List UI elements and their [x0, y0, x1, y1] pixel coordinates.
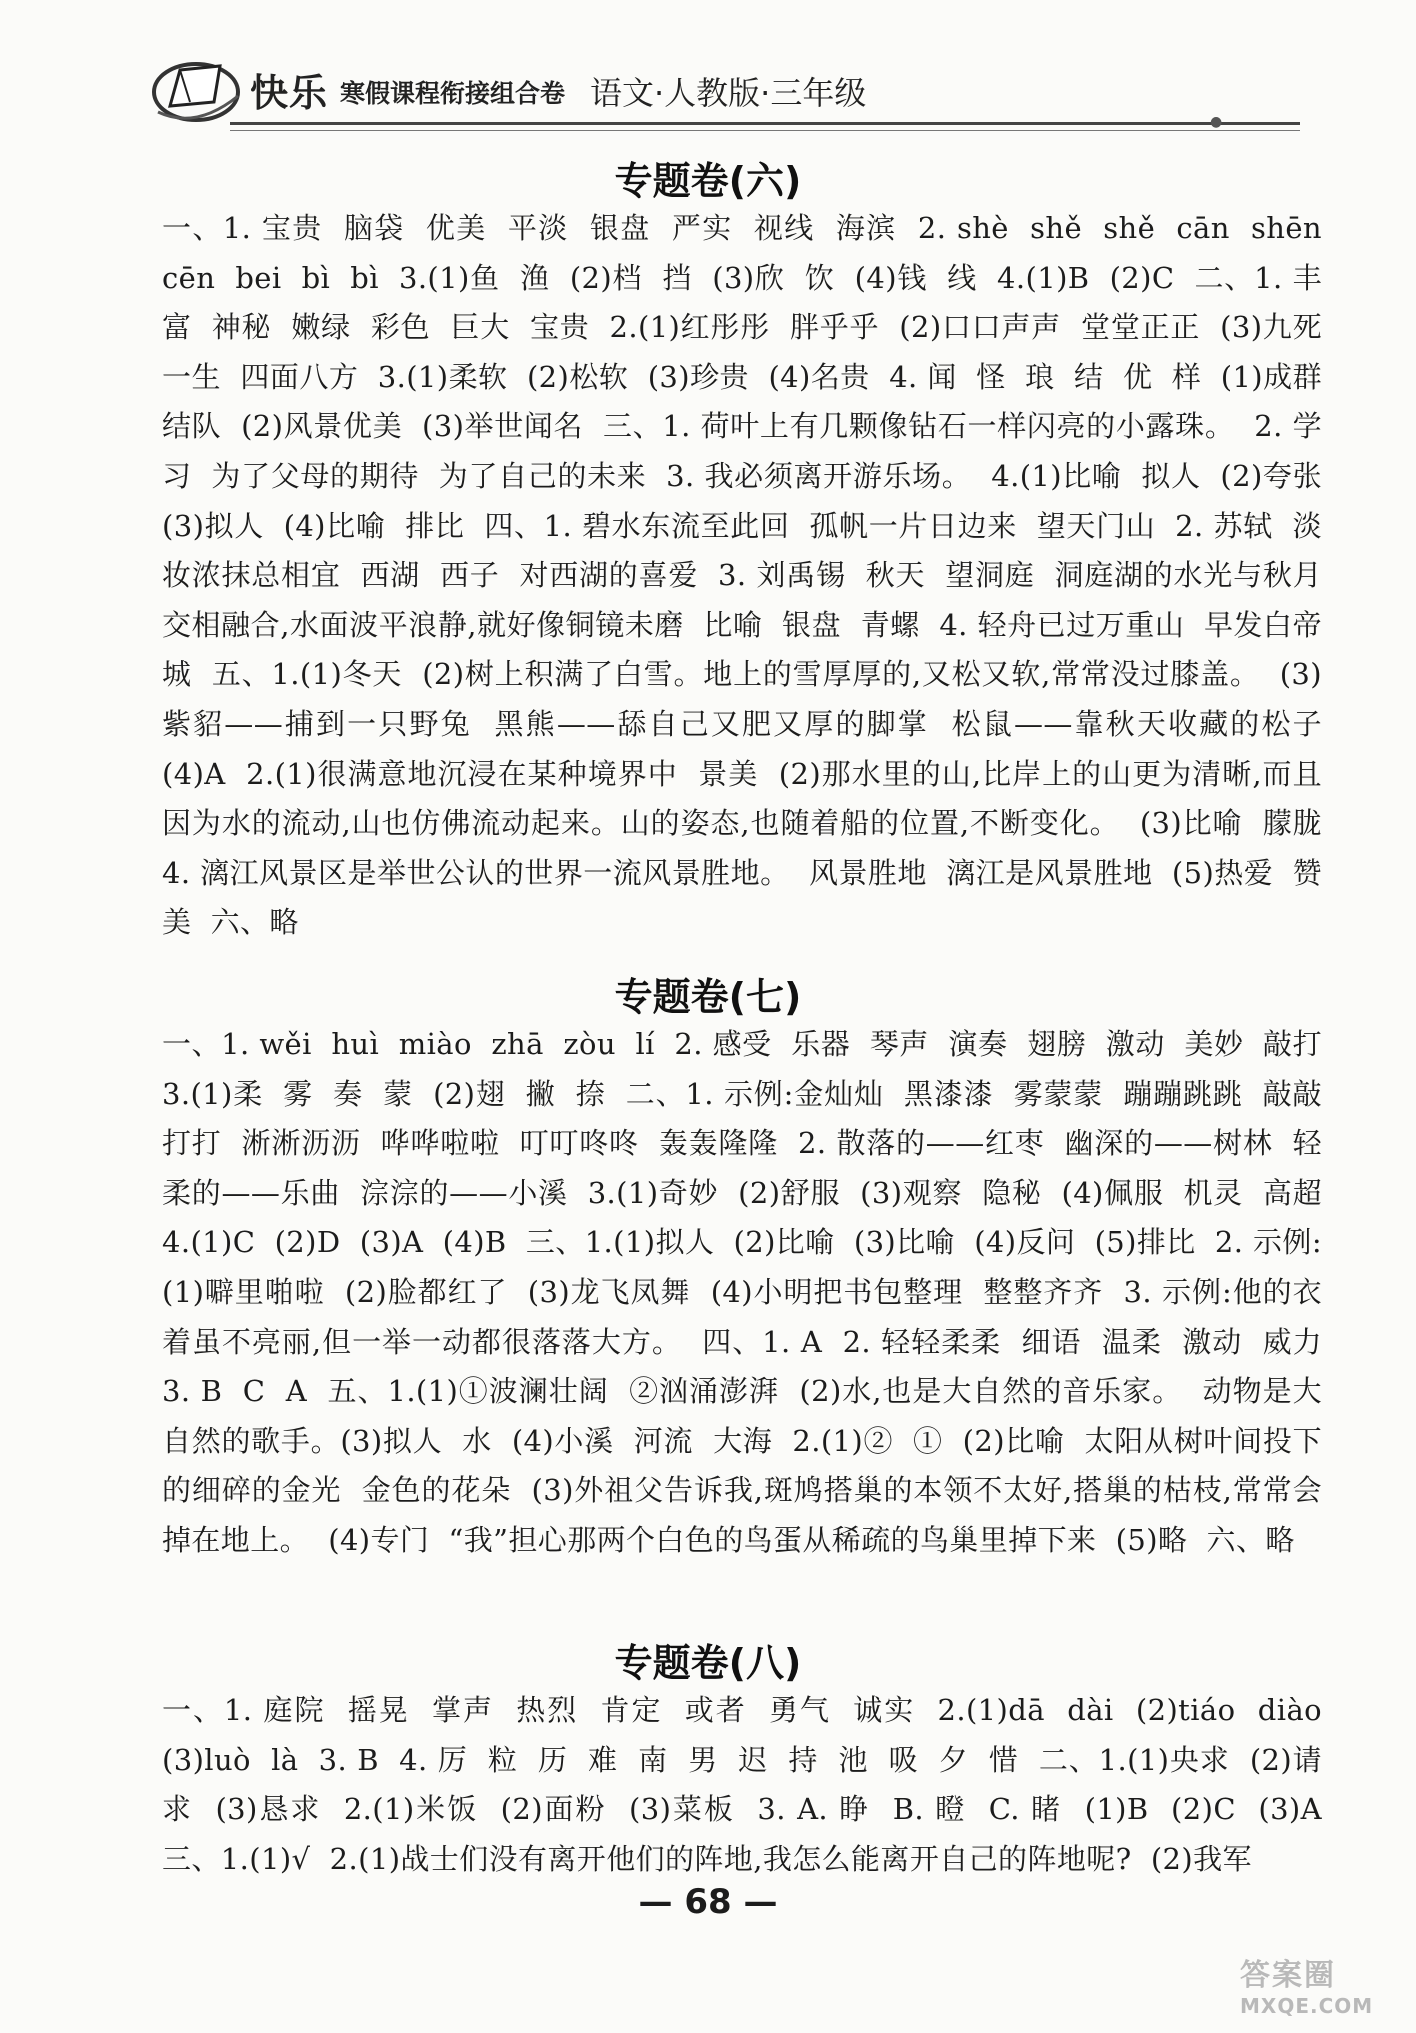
header-dots-icon: ● [1210, 114, 1223, 130]
watermark-line1: 答案圈 [1240, 1958, 1336, 1993]
book-logo-icon [150, 56, 242, 124]
page-header [150, 52, 1300, 132]
section-title-6: 专题卷(六) [614, 159, 802, 203]
section-title-8: 专题卷(八) [614, 1641, 802, 1685]
section-answers-8: 一、1. 庭院 摇晃 掌声 热烈 肯定 或者 勇气 诚实 2.(1)dā dài (2)tiáo diào (3)luò là 3. B 4. 厉 粒 历 难 南 男 迟 持 池 吸 夕 惜 二、1.(1)央求 (2)请求 (3)恳求 2.(1)米饭 (2)面粉 (3)菜板 3. A. 睁 B. 瞪 C. 睹 (1)B (2)C (3)A 三、1.(1)√ 2.(1)战士们没有离开他们的阵地,我怎么能离开自己的阵地呢? (2)我军 [162, 1693, 1342, 1876]
brand-title: 快乐 [250, 71, 329, 115]
header-rule [230, 122, 1300, 125]
page-number: — 68 — [638, 1882, 778, 1922]
subject-title: 语文·人教版·三年级 [590, 74, 867, 112]
series-title: 寒假课程衔接组合卷 [340, 79, 566, 108]
watermark-logo [1240, 1950, 1390, 2020]
header-rule-thin [230, 130, 1300, 131]
section-answers-6: 一、1. 宝贵 脑袋 优美 平淡 银盘 严实 视线 海滨 2. shè shě shě cān shēn cēn bei bì bì 3.(1)鱼 渔 (2)档 挡 (3)欣 饮 (4)钱 线 4.(1)B (2)C 二、1. 丰富 神秘 嫩绿 彩色 巨大 宝贵 2.(1)红彤彤 胖乎乎 (2)口口声声 堂堂正正 (3)九死一生 四面八方 3.(1)柔软 (2)松软 (3)珍贵 (4)名贵 4. 闻 怪 琅 结 优 样 (1)成群结队 (2)风景优美 (3)举世闻名 三、1. 荷叶上有几颗像钻石一样闪亮的小露珠。 2. 学习 为了父母的期待 为了自己的未来 3. 我必须离开游乐场。 4.(1)比喻 拟人 (2)夸张 (3)拟人 (4)比喻 排比 四、1. 碧水东流至此回 孤帆一片日边来 望天门山 2. 苏轼 淡妆浓抹总相宜 西湖 西子 对西湖的喜爱 3. 刘禹锡 秋天 望洞庭 洞庭湖的水光与秋月交相融合,水面波平浪静,就好像铜镜未磨 比喻 银盘 青螺 4. 轻舟已过万重山 早发白帝城 五、1.(1)冬天 (2)树上积满了白雪。地上的雪厚厚的,又松又软,常常没过膝盖。 (3)紫貂——捕到一只野兔 黑熊——舔自己又肥又厚的脚掌 松鼠——靠秋天收藏的松子 (4)A 2.(1)很满意地沉浸在某种境界中 景美 (2)那水里的山,比岸上的山更为清晰,而且因为水的流动,山也仿佛流动起来。山的姿态,也随着船的位置,不断变化。 (3)比喻 朦胧 4. 漓江风景区是举世公认的世界一流风景胜地。 风景胜地 漓江是风景胜地 (5)热爱 赞美 六、略 [162, 211, 1342, 940]
section-answers-7: 一、1. wěi huì miào zhā zòu lí 2. 感受 乐器 琴声 演奏 翅膀 激动 美妙 敲打 3.(1)柔 雾 奏 蒙 (2)翅 撇 捺 二、1. 示例:金灿灿 黑漆漆 雾蒙蒙 蹦蹦跳跳 敲敲打打 淅淅沥沥 哗哗啦啦 叮叮咚咚 轰轰隆隆 2. 散落的——红枣 幽深的——树林 轻柔的——乐曲 淙淙的——小溪 3.(1)奇妙 (2)舒服 (3)观察 隐秘 (4)佩服 机灵 高超 4.(1)C (2)D (3)A (4)B 三、1.(1)拟人 (2)比喻 (3)比喻 (4)反问 (5)排比 2. 示例:(1)噼里啪啦 (2)脸都红了 (3)龙飞凤舞 (4)小明把书包整理 整整齐齐 3. 示例:他的衣着虽不亮丽,但一举一动都很落落大方。 四、1. A 2. 轻轻柔柔 细语 温柔 激动 威力 3. B C A 五、1.(1)①波澜壮阔 ②汹涌澎湃 (2)水,也是大自然的音乐家。 动物是大自然的歌手。(3)拟人 水 (4)小溪 河流 大海 2.(1)② ① (2)比喻 太阳从树叶间投下的细碎的金光 金色的花朵 (3)外祖父告诉我,斑鸠搭巢的本领不太好,搭巢的枯枝,常常会掉在地上。 (4)专门 “我”担心那两个白色的鸟蛋从稀疏的鸟巢里掉下来 (5)略 六、略 [162, 1027, 1342, 1557]
section-title-7: 专题卷(七) [614, 975, 802, 1019]
watermark-line2: MXQE.COM [1240, 1994, 1374, 2018]
